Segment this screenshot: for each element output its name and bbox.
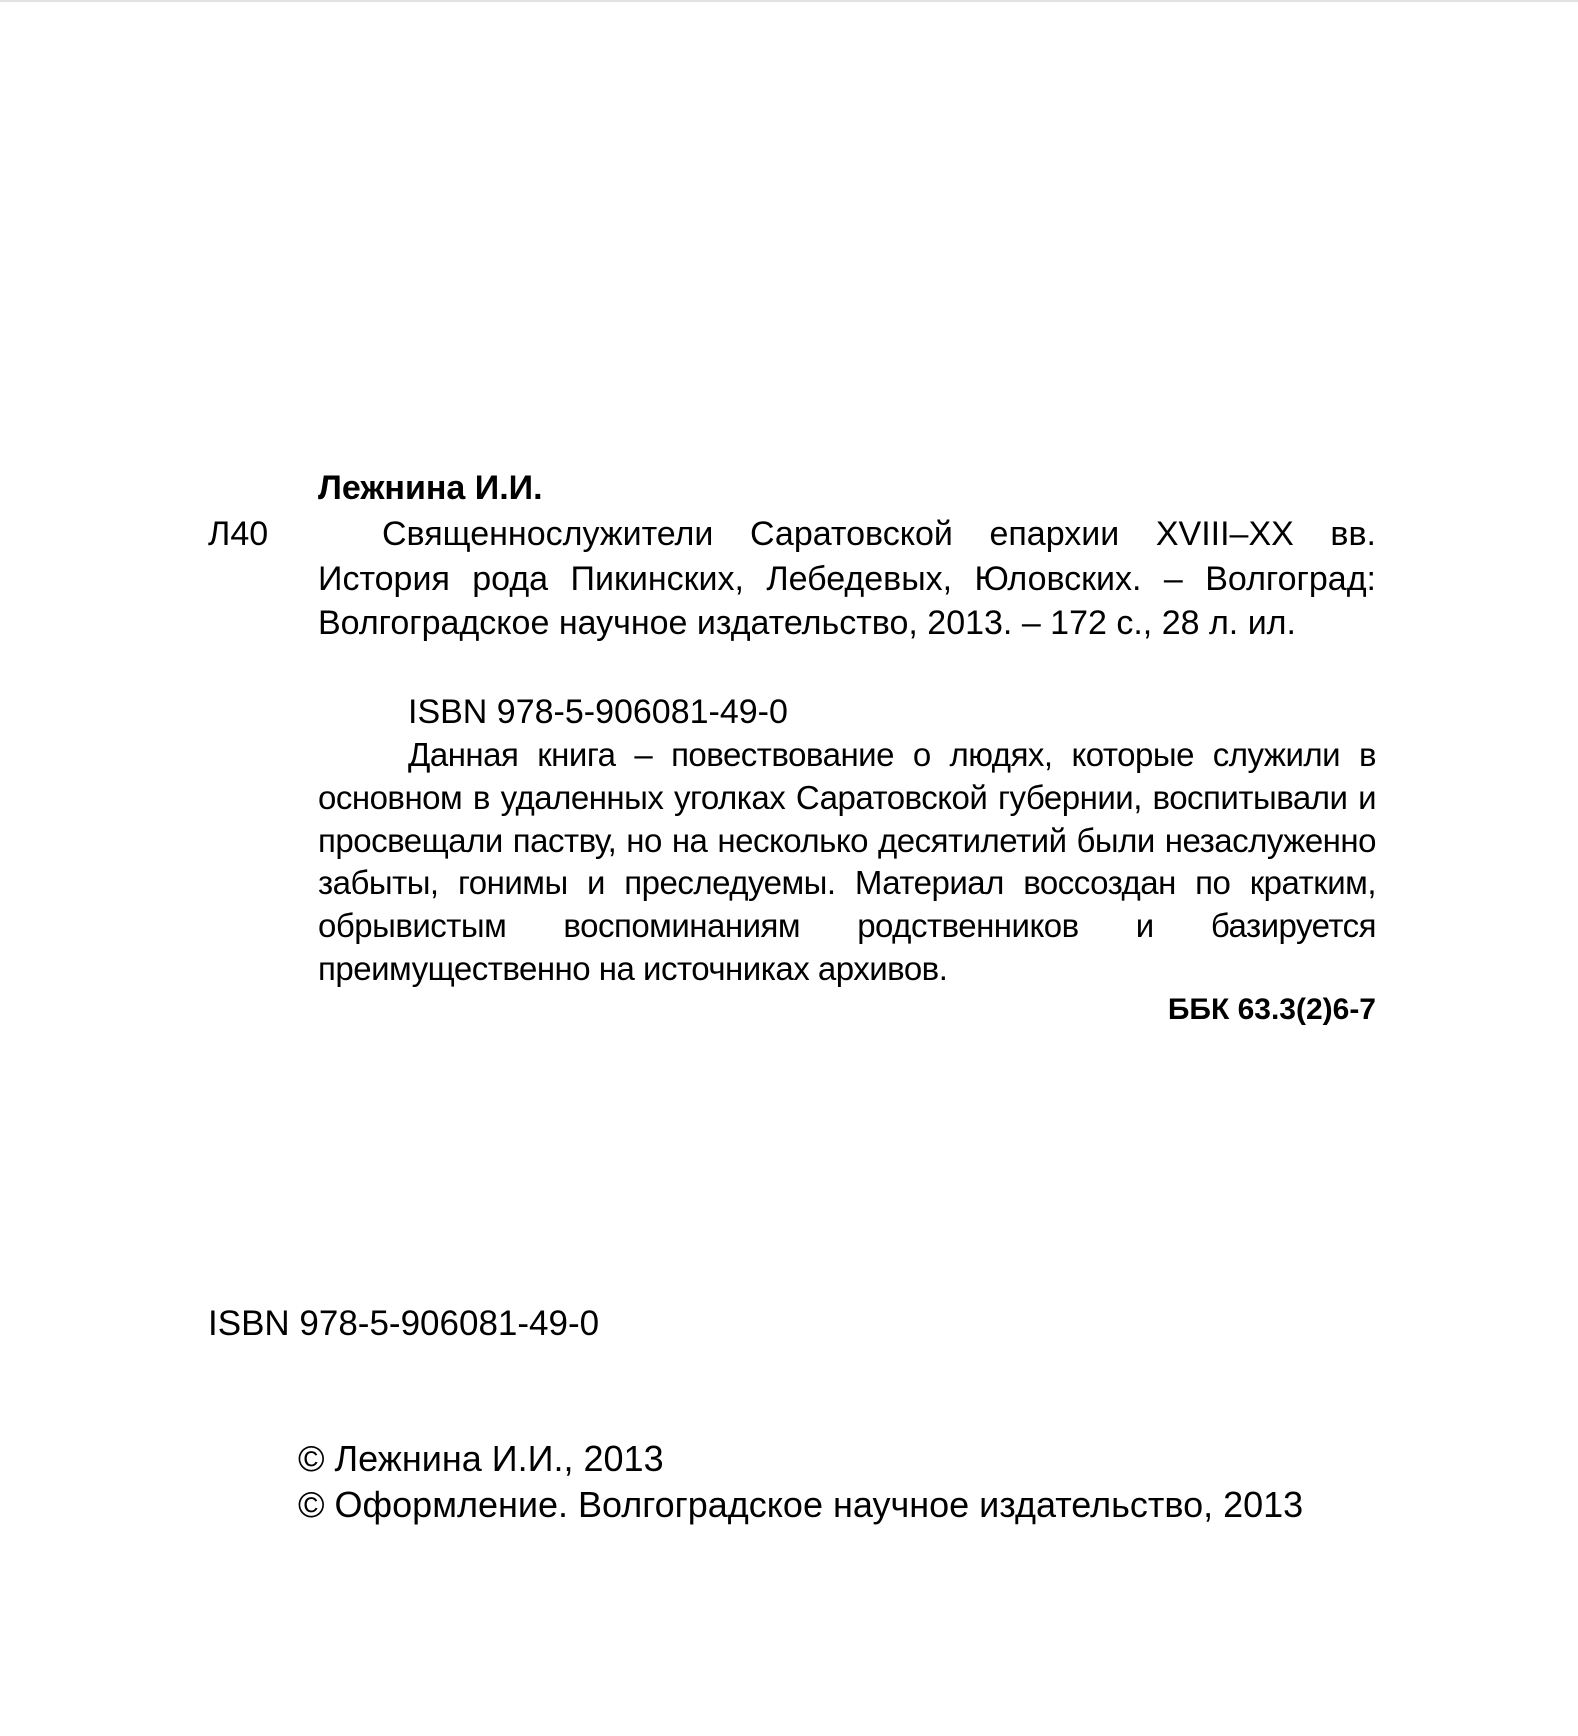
bbk-code: ББК 63.3(2)6-7 [1167, 993, 1376, 1026]
catalog-mark: Л40 [208, 515, 269, 553]
copyright-design: © Оформление. Волгоградское научное издательство, 2013 [298, 1484, 1304, 1525]
page-top-border [0, 0, 1578, 2]
isbn-main: ISBN 978-5-906081-49-0 [208, 1304, 600, 1343]
bibliographic-description: Священнослужители Саратовской епархии XVIII–XX вв. История рода Пикинских, Лебедевых, Юловских. – Волгоград: Волгоградское научное издательство, 2013. – 172 с., 28 л. ил. [318, 515, 1376, 642]
isbn-inline: ISBN 978-5-906081-49-0 [408, 693, 788, 731]
book-annotation: Данная книга – повествование о людях, которые служили в основном в удаленных уголках Саратовской губернии, воспитывали и просвещали паству, но на несколько десятилетий были незаслуженно забыты, гонимы и преследуемы. Материал воссоздан по кратким, обрывистым воспоминаниям родственников и базируется преимущественно на источниках архивов. [318, 736, 1376, 987]
author-name: Лежнина И.И. [318, 469, 543, 507]
copyright-author: © Лежнина И.И., 2013 [298, 1438, 664, 1479]
